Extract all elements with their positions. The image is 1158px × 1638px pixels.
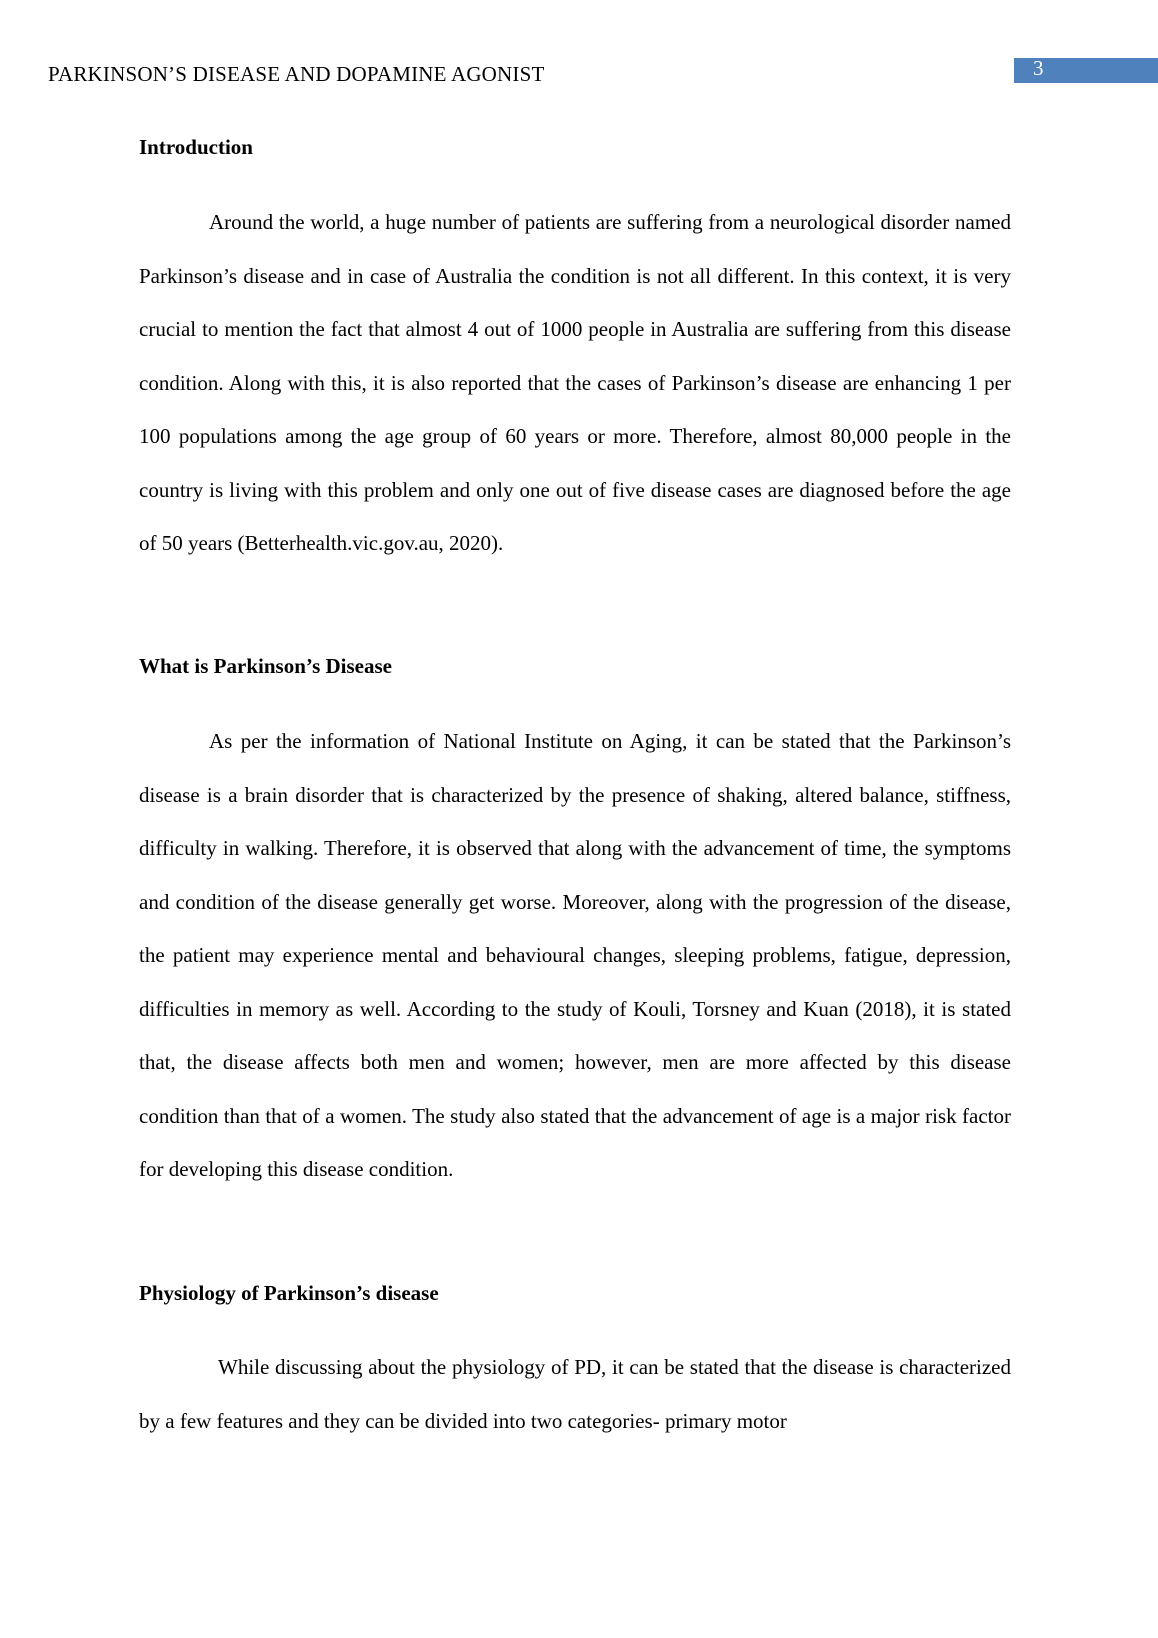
running-head: PARKINSON’S DISEASE AND DOPAMINE AGONIST <box>48 62 545 86</box>
introduction-paragraph: Around the world, a huge number of patients are suffering from a neurological disorder named Parkinson’s disease and in case of Australia the condition is not all different. In this context, it is very crucial to mention the fact that almost 4 out of 1000 people in Australia are suffering from this disease condition. Along with this, it is also reported that the cases of Parkinson’s disease are enhancing 1 per 100 populations among the age group of 60 years or more. Therefore, almost 80,000 people in the country is living with this problem and only one out of five disease cases are diagnosed before the age of 50 years (Betterhealth.vic.gov.au, 2020). <box>139 210 1011 555</box>
what-is-parkinsons-paragraph: As per the information of National Institute on Aging, it can be stated that the Parkinson’s disease is a brain disorder that is characterized by the presence of shaking, altered balance, stiffness, difficulty in walking. Therefore, it is observed that along with the advancement of time, the symptoms and condition of the disease generally get worse. Moreover, along with the progression of the disease, the patient may experience mental and behavioural changes, sleeping problems, fatigue, depression, difficulties in memory as well. According to the study of Kouli, Torsney and Kuan (2018), it is stated that, the disease affects both men and women; however, men are more affected by this disease condition than that of a women. The study also stated that the advancement of age is a major risk factor for developing this disease condition. <box>139 729 1011 1181</box>
section-heading-physiology: Physiology of Parkinson’s disease <box>139 1281 439 1305</box>
section-heading-introduction: Introduction <box>139 135 253 159</box>
section-heading-what-is-parkinsons: What is Parkinson’s Disease <box>139 654 392 678</box>
page-number: 3 <box>1033 56 1044 80</box>
physiology-paragraph: While discussing about the physiology of PD, it can be stated that the disease is characterized by a few features and they can be divided into two categories- primary motor <box>139 1355 1011 1433</box>
page-number-box <box>1014 58 1158 83</box>
